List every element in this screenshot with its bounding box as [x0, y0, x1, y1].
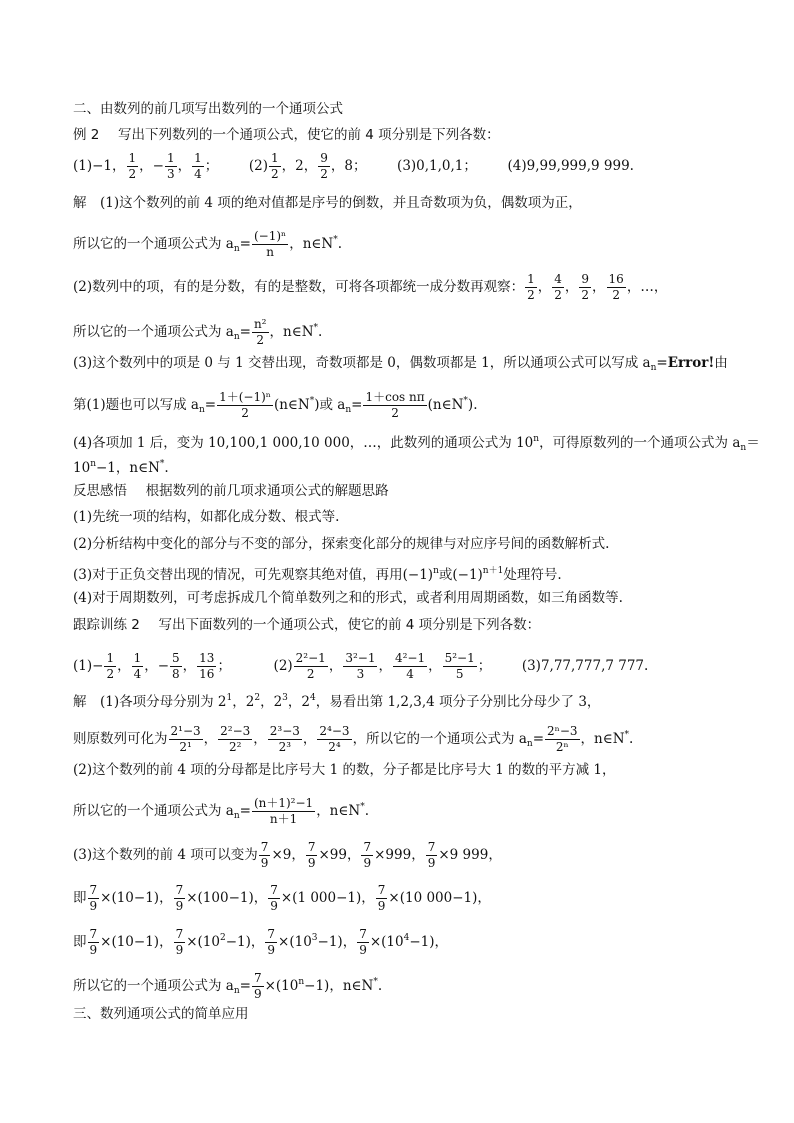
superscript: 2	[254, 693, 261, 703]
numerator: 1	[194, 151, 202, 165]
solution-2-part2	[73, 273, 667, 302]
text-segment: .	[364, 803, 369, 819]
text-segment: ×(10	[264, 978, 299, 994]
fraction	[192, 152, 204, 181]
fraction	[317, 725, 351, 754]
fraction	[525, 273, 537, 302]
text-segment: .	[377, 978, 383, 994]
text-segment: ，2	[287, 694, 310, 710]
fraction	[169, 725, 203, 754]
subscript: n	[650, 363, 657, 373]
superscript: n＋1	[482, 566, 504, 576]
fraction	[343, 652, 377, 681]
text-segment: =	[239, 978, 251, 994]
numerator: 2⁴−3	[319, 724, 350, 738]
denominator: 9	[89, 943, 98, 957]
numerator: (−1)ⁿ	[253, 229, 287, 243]
numerator: 2³−3	[269, 724, 300, 738]
text-segment: 第(1)题也可以写成 a	[73, 397, 199, 413]
denominator: 2	[241, 406, 249, 420]
practice-2-sequences	[73, 652, 648, 681]
text-segment: ，所以它的一个通项公式为 a	[352, 731, 527, 747]
numerator: 1	[128, 151, 137, 165]
superscript: *	[373, 977, 378, 987]
fraction	[376, 884, 388, 913]
denominator: 2	[581, 288, 590, 302]
fraction	[268, 725, 302, 754]
subscript: n	[233, 986, 240, 996]
reflection-text: 根据数列的前几项求通项公式的解题思路	[145, 483, 389, 499]
text-segment: 10	[73, 460, 91, 476]
text-segment: ，n∈N	[580, 731, 625, 747]
text-segment: ，可得原数列的一个通项公式为 a	[539, 435, 741, 451]
practice-2-label: 跟踪训练 2	[73, 617, 140, 633]
subscript: n	[233, 811, 240, 821]
numerator: 7	[89, 927, 98, 941]
text-segment: ，	[182, 658, 197, 674]
text-segment: 由	[714, 355, 728, 371]
text-segment: (n∈N	[273, 397, 310, 413]
text-segment: =	[239, 324, 251, 340]
numerator: 7	[359, 927, 367, 941]
text-segment: ，	[177, 158, 192, 174]
text-segment: ，…，	[626, 279, 668, 295]
text-segment: ；	[204, 158, 219, 174]
text-segment: ，	[378, 658, 392, 674]
text-segment: ，−	[139, 158, 164, 174]
fraction	[217, 391, 273, 420]
numerator: 1＋cos nπ	[365, 390, 425, 404]
text-segment: 则原数列可化为	[73, 731, 168, 747]
fraction	[545, 725, 580, 754]
denominator: 9	[175, 943, 184, 957]
text-segment: ×(10−1)，	[100, 890, 173, 906]
fraction	[197, 652, 216, 681]
denominator: 2	[306, 667, 315, 681]
example-2-sequences	[73, 152, 634, 181]
text-segment: =	[204, 397, 217, 413]
text-segment: 或(−1)	[438, 567, 483, 583]
denominator: 2	[128, 167, 137, 181]
numerator: n²	[253, 317, 267, 331]
denominator: 2¹	[179, 740, 192, 754]
text-segment: ，	[592, 279, 606, 295]
text-segment: −1，n∈N	[95, 460, 160, 476]
denominator: n	[266, 245, 274, 259]
superscript: 3	[282, 693, 288, 703]
fraction	[306, 841, 318, 870]
denominator: 9	[260, 856, 269, 870]
text-segment: ＝	[746, 435, 760, 451]
denominator: 5	[455, 667, 464, 681]
text-segment: (1)−1，	[73, 158, 126, 174]
example-2-text: 写出下列数列的一个通项公式，使它的前 4 项分别是下列各数：	[117, 127, 500, 143]
numerator: 2²−3	[220, 724, 251, 738]
numerator: 7	[253, 971, 262, 985]
denominator: 9	[359, 943, 367, 957]
denominator: 9	[253, 987, 262, 1001]
denominator: 2	[106, 667, 115, 681]
text-segment: ，	[203, 731, 218, 747]
text-segment: ×9 999，	[438, 847, 502, 863]
solution-2-part1: 解 (1)这个数列的前 4 项的绝对值都是序号的倒数，并且奇数项为负，偶数项为正，	[73, 195, 582, 211]
section-2-heading: 二、由数列的前几项写出数列的一个通项公式	[73, 101, 343, 117]
text-segment: )或 a	[314, 397, 346, 413]
practice-solution-part1	[73, 690, 600, 710]
numerator: 2²−1	[295, 651, 326, 665]
text-segment: ，n∈N	[269, 324, 314, 340]
text-segment: (4)各项加 1 后，变为 10,100,1 000,10 000，…，此数列的通项公式为 10	[73, 435, 534, 451]
reflection-point-2: (2)分析结构中变化的部分与不变的部分，探索变化部分的规律与对应序号间的函数解析式.	[73, 536, 610, 552]
subscript: n	[233, 244, 240, 254]
superscript: *	[333, 235, 338, 245]
numerator: 7	[363, 840, 372, 854]
denominator: 2	[527, 288, 535, 302]
fraction	[265, 928, 277, 957]
numerator: 7	[260, 840, 269, 854]
fraction	[132, 652, 144, 681]
denominator: 4	[133, 667, 142, 681]
denominator: 8	[172, 667, 180, 681]
practice-solution-part2-formula	[73, 797, 369, 826]
superscript: *	[463, 396, 468, 406]
denominator: 2	[320, 167, 328, 181]
numerator: 1＋(−1)ⁿ	[219, 390, 271, 404]
solution-2-part1-formula	[73, 230, 342, 259]
denominator: 3	[356, 667, 365, 681]
denominator: 9	[89, 899, 98, 913]
fraction	[579, 273, 591, 302]
denominator: 9	[267, 943, 276, 957]
fraction	[127, 152, 139, 181]
numerator: 9	[581, 272, 590, 286]
subscript: n	[526, 739, 533, 749]
text-segment: (1)−	[73, 658, 104, 674]
solution-2-part3-formula	[73, 391, 477, 420]
fraction	[174, 884, 186, 913]
denominator: 2	[391, 406, 399, 420]
text-segment: 处理符号.	[503, 567, 562, 583]
superscript: 2	[219, 933, 226, 943]
fraction	[174, 928, 186, 957]
text-segment: =	[656, 355, 668, 371]
text-segment: (4)9,99,999,9 999.	[507, 158, 634, 174]
fraction	[268, 884, 280, 913]
fraction	[318, 152, 330, 181]
numerator: 13	[199, 651, 215, 665]
text-segment: ，2	[260, 694, 283, 710]
text-segment: (n∈N	[427, 397, 464, 413]
fraction	[552, 273, 564, 302]
numerator: 3²−1	[345, 651, 376, 665]
text-segment: (2)	[248, 158, 268, 174]
denominator: 4	[406, 667, 414, 681]
text-segment: (3)这个数列中的项是 0 与 1 交替出现，奇数项都是 0，偶数项都是 1，所以通项公式可以写成 a	[73, 355, 651, 371]
numerator: 5	[172, 651, 180, 665]
denominator: 9	[377, 899, 386, 913]
text-segment: ×(10	[278, 934, 312, 950]
superscript: *	[313, 323, 319, 333]
denominator: 9	[270, 899, 278, 913]
text-segment: (3)这个数列的前 4 项可以变为	[73, 847, 258, 863]
fraction	[269, 152, 281, 181]
denominator: 16	[199, 667, 215, 681]
fraction	[361, 841, 373, 870]
practice-solution-part3-formula	[73, 972, 382, 1001]
practice-solution-part2: (2)这个数列的前 4 项的分母都是比序号大 1 的数，分子都是比序号大 1 的数的平方减 1，	[73, 762, 616, 778]
superscript: *	[624, 730, 630, 740]
text-segment: 所以它的一个通项公式为 a	[73, 236, 234, 252]
text-segment: =	[351, 397, 363, 413]
text-segment: ，2	[232, 694, 255, 710]
numerator: 7	[377, 883, 386, 897]
denominator: n＋1	[269, 812, 298, 826]
solution-2-part4	[73, 431, 760, 456]
text-segment: ，	[302, 731, 317, 747]
numerator: (n＋1)²−1	[253, 796, 314, 810]
numerator: 16	[608, 272, 624, 286]
subscript: n	[740, 443, 747, 453]
solution-2-part3	[73, 355, 728, 376]
numerator: 7	[307, 840, 316, 854]
text-segment: ，	[253, 731, 267, 747]
denominator: 2⁴	[328, 740, 341, 754]
text-segment: ，	[537, 279, 552, 295]
error-marker: Error!	[667, 355, 715, 371]
fraction	[252, 230, 288, 259]
denominator: 2ⁿ	[555, 740, 569, 754]
numerator: 4²−1	[394, 651, 426, 665]
superscript: 1	[226, 693, 233, 703]
text-segment: 即	[73, 890, 87, 906]
example-2-statement	[73, 127, 500, 143]
text-segment: ，−	[144, 658, 170, 674]
denominator: 9	[307, 856, 316, 870]
superscript: n	[533, 434, 540, 444]
text-segment: ，n∈N	[289, 236, 334, 252]
practice-solution-part3	[73, 841, 502, 870]
superscript: n	[90, 459, 96, 469]
numerator: 7	[427, 840, 436, 854]
text-segment: (2)数列中的项，有的是分数，有的是整数，可将各项都统一成分数再观察：	[73, 279, 525, 295]
subscript: n	[233, 332, 240, 342]
fraction	[165, 152, 177, 181]
fraction	[259, 841, 271, 870]
practice-2-text: 写出下面数列的一个通项公式，使它的前 4 项分别是下列各数：	[158, 617, 541, 633]
fraction	[88, 884, 100, 913]
solution-2-part2-formula	[73, 318, 322, 347]
solution-2-part4-cont	[73, 456, 169, 476]
numerator: 7	[270, 883, 278, 897]
text-segment: ，	[328, 658, 343, 674]
numerator: 1	[166, 151, 175, 165]
denominator: 2	[612, 288, 620, 302]
text-segment: ；	[477, 658, 492, 674]
reflection-point-1: (1)先统一项的结构，如都化成分数、根式等.	[73, 509, 340, 525]
text-segment: 解 (1)各项分母分别为 2	[73, 694, 227, 710]
numerator: 1	[527, 272, 535, 286]
reflection-label: 反思感悟	[73, 483, 127, 499]
text-segment: ，2，	[281, 158, 318, 174]
text-segment: (3)7,77,777,7 777.	[521, 658, 649, 674]
superscript: 4	[403, 933, 410, 943]
numerator: 7	[175, 927, 184, 941]
numerator: 7	[267, 927, 276, 941]
text-segment: 所以它的一个通项公式为 a	[73, 978, 234, 994]
subscript: n	[198, 405, 205, 415]
text-segment: ，n∈N	[316, 803, 361, 819]
superscript: n	[298, 977, 305, 987]
text-segment: ，	[564, 279, 579, 295]
fraction	[607, 273, 626, 302]
denominator: 2	[270, 167, 279, 181]
text-segment: ，	[428, 658, 442, 674]
subscript: n	[345, 405, 352, 415]
superscript: n	[433, 566, 439, 576]
text-segment: ×9，	[271, 847, 305, 863]
text-segment: −1)，	[317, 934, 357, 950]
numerator: 2ⁿ−3	[547, 724, 578, 738]
fraction	[252, 318, 269, 347]
text-segment: ×(10−1)，	[100, 934, 173, 950]
reflection-point-4: (4)对于周期数列，可考虑拆成几个简单数列之和的形式，或者利用周期函数，如三角函数等.	[73, 590, 623, 606]
text-segment: ×(10 000−1)，	[388, 890, 491, 906]
numerator: 5²−1	[444, 651, 475, 665]
fraction	[88, 928, 100, 957]
numerator: 1	[106, 651, 115, 665]
fraction	[104, 652, 116, 681]
text-segment: 所以它的一个通项公式为 a	[73, 324, 234, 340]
text-segment: −1)，	[409, 934, 449, 950]
text-segment: .	[164, 460, 169, 476]
denominator: 4	[194, 167, 202, 181]
text-segment: ×(10	[369, 934, 404, 950]
text-segment: ，易看出第 1,2,3,4 项分子分别比分母少了 3，	[315, 694, 601, 710]
numerator: 2¹−3	[170, 724, 201, 738]
reflection-heading	[73, 483, 389, 499]
example-2-label: 例 2	[73, 127, 100, 143]
practice-solution-part3-step3	[73, 928, 448, 957]
superscript: 4	[310, 693, 316, 703]
text-segment: =	[532, 731, 545, 747]
superscript: *	[360, 802, 365, 812]
text-segment: ×99，	[318, 847, 361, 863]
text-segment: 即	[73, 934, 87, 950]
text-segment: ×(1 000−1)，	[280, 890, 375, 906]
text-segment: =	[239, 803, 251, 819]
denominator: 2	[554, 288, 562, 302]
numerator: 9	[320, 151, 328, 165]
denominator: 3	[166, 167, 175, 181]
text-segment: (3)0,1,0,1；	[397, 158, 477, 174]
fraction	[170, 652, 182, 681]
text-segment: ；	[217, 658, 231, 674]
practice-solution-part3-step2	[73, 884, 491, 913]
fraction	[443, 652, 477, 681]
reflection-point-3	[73, 563, 562, 583]
text-segment: .	[318, 324, 323, 340]
superscript: *	[309, 396, 315, 406]
fraction	[363, 391, 426, 420]
text-segment: =	[239, 236, 251, 252]
fraction	[294, 652, 328, 681]
text-segment: −1)，n∈N	[304, 978, 374, 994]
practice-2-statement	[73, 617, 540, 633]
text-segment: ，	[117, 658, 131, 674]
practice-solution-part1-formula	[73, 725, 633, 754]
numerator: 7	[175, 883, 184, 897]
text-segment: .	[337, 236, 343, 252]
superscript: *	[159, 459, 165, 469]
fraction	[393, 652, 427, 681]
text-segment: ×999，	[374, 847, 425, 863]
text-segment: ，8；	[330, 158, 367, 174]
fraction	[357, 928, 369, 957]
denominator: 9	[363, 856, 372, 870]
numerator: 4	[554, 272, 562, 286]
fraction	[252, 972, 264, 1001]
text-segment: ).	[467, 397, 478, 413]
numerator: 1	[270, 151, 279, 165]
numerator: 1	[133, 651, 142, 665]
text-segment: .	[629, 731, 634, 747]
text-segment: 所以它的一个通项公式为 a	[73, 803, 234, 819]
denominator: 9	[175, 899, 184, 913]
fraction	[218, 725, 252, 754]
text-segment: (3)对于正负交替出现的情况，可先观察其绝对值，再用(−1)	[73, 567, 434, 583]
numerator: 7	[89, 883, 98, 897]
text-segment: ×(10	[186, 934, 220, 950]
section-3-heading: 三、数列通项公式的简单应用	[73, 1006, 249, 1022]
text-segment: ×(100−1)，	[186, 890, 268, 906]
denominator: 2³	[278, 740, 292, 754]
denominator: 9	[427, 856, 436, 870]
text-segment: (2)	[273, 658, 293, 674]
denominator: 2	[256, 333, 265, 347]
text-segment: −1)，	[225, 934, 265, 950]
fraction	[426, 841, 438, 870]
denominator: 2²	[228, 740, 242, 754]
superscript: 3	[311, 933, 318, 943]
fraction	[252, 797, 315, 826]
